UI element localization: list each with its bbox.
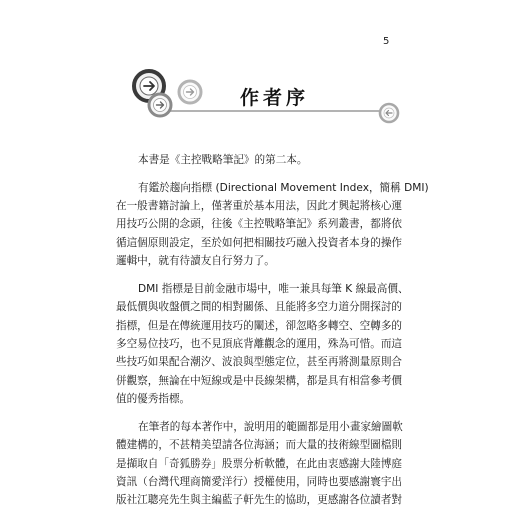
header-decoration — [0, 0, 520, 140]
text-line: 併觀察，無論在中短線或是中長線架構，都是具有相當參考價 — [116, 374, 403, 387]
paragraph — [116, 179, 429, 271]
text-line: 體建構的，不甚精美望請各位海涵；而大量的技術線型圖檔則 — [116, 439, 403, 452]
text-line: 最低價與收盤價之間的相對關係、且能將多空力道分開探討的 — [116, 301, 403, 314]
text-line: 值的優秀指標。 — [116, 393, 191, 406]
text-line: 循這個原則設定，至於如何把相關技巧融入投資者本身的操作 — [116, 236, 403, 249]
text-line: 邏輯中，就有待讀友自行努力了。 — [116, 255, 275, 268]
text-line: 在筆者的每本著作中，說明用的範圖都是用小畫家繪圖軟 — [138, 420, 403, 433]
paragraph — [116, 151, 408, 169]
text-line: 資訊（台灣代理商簡愛洋行）授權使用，同時也要感謝寰宇出 — [116, 476, 403, 489]
text-line: 版社江聰亮先生與主編藍子軒先生的協助，更感謝各位讀者對 — [116, 494, 403, 507]
text-line: 本書是《主控戰略筆記》的第二本。 — [138, 154, 308, 166]
arrow-left-circle-icon — [380, 104, 398, 122]
text-line: 指標，但是在傳統運用技巧的闡述，卻忽略多轉空、空轉多的 — [116, 319, 403, 332]
paragraph — [116, 418, 408, 510]
text-line: 是擷取自「奇狐勝券」股票分析軟體，在此由衷感謝大陸博庭 — [116, 457, 403, 470]
text-line: DMI 指標是目前金融市場中，唯一兼具每筆 K 線最高價、 — [138, 282, 409, 295]
text-line: 有鑑於趨向指標 (Directional Movement Index，簡稱 DMI) — [138, 181, 429, 194]
text-line: 用技巧公開的念頭，往後《主控戰略筆記》系列叢書，都將依 — [116, 218, 403, 231]
text-line: 些技巧如果配合潮汐、波浪與型態定位，甚至再將測量原則合 — [116, 356, 403, 369]
page-number: 5 — [383, 36, 390, 47]
preface-body — [116, 151, 429, 519]
text-line: 在一般書籍討論上，僅著重於基本用法，因此才興起將核心運 — [116, 200, 403, 212]
arrow-right-circle-icon — [179, 81, 201, 103]
arrow-right-circle-icon — [149, 94, 171, 116]
text-line: 多空易位技巧，也不見頂底背離觀念的運用，殊為可惜。而這 — [116, 338, 403, 351]
paragraph — [116, 280, 408, 409]
preface-title: 作者序 — [240, 87, 310, 109]
